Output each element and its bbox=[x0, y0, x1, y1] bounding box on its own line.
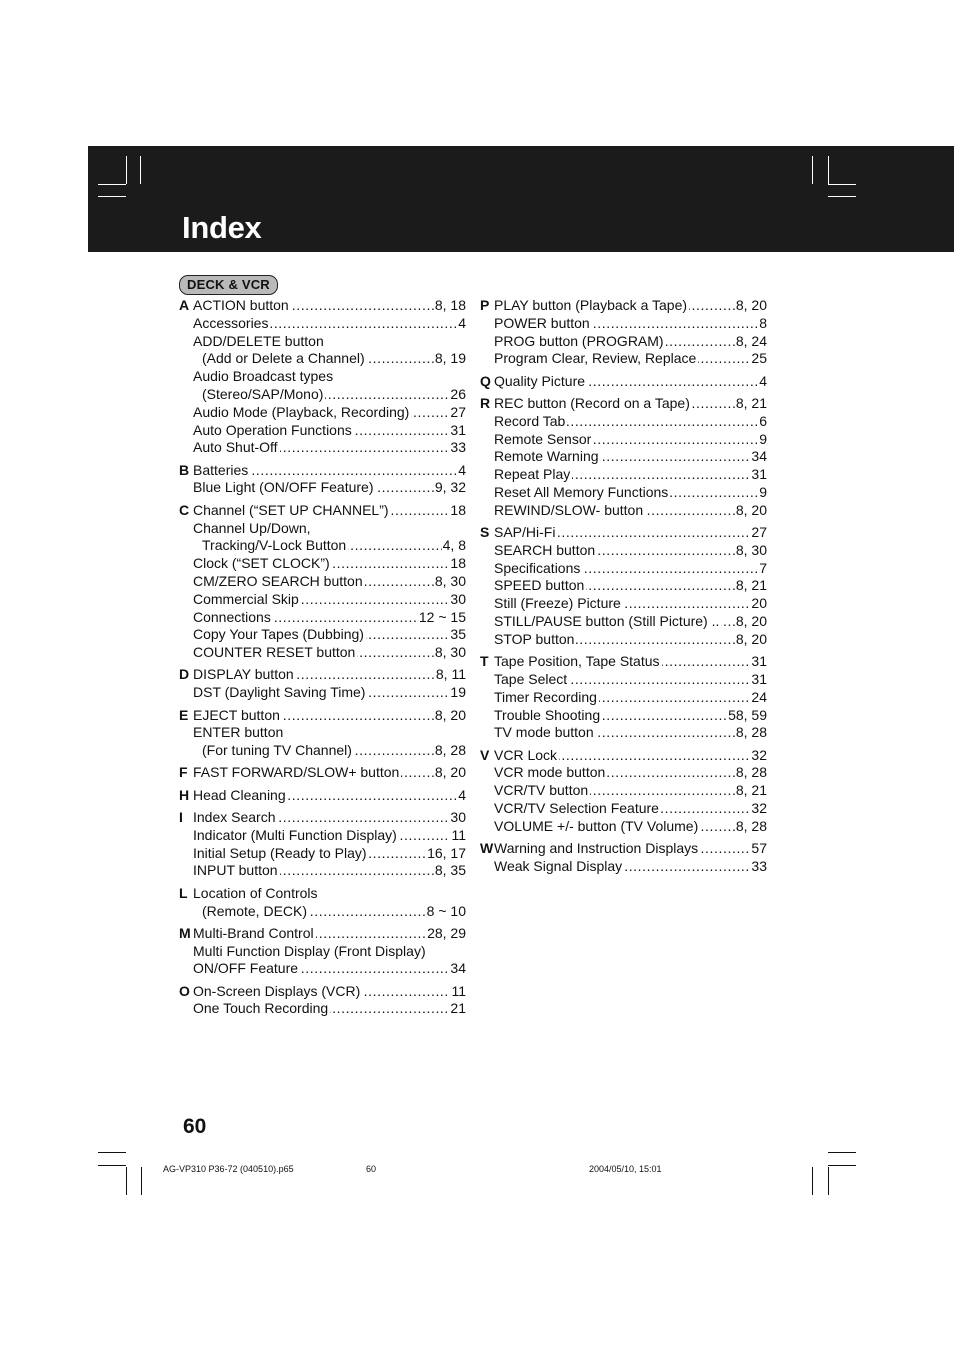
index-group-e bbox=[179, 707, 466, 760]
index-group-p bbox=[480, 297, 767, 368]
index-entry-pages: 24 bbox=[751, 688, 767, 705]
index-letter: F bbox=[179, 764, 188, 781]
index-entry-label: SEARCH button bbox=[494, 541, 596, 558]
index-entry-label: Quality Picture bbox=[494, 372, 586, 389]
index-entry bbox=[179, 479, 466, 497]
index-entry bbox=[179, 862, 466, 880]
index-entry bbox=[179, 462, 466, 480]
index-entry bbox=[480, 747, 767, 765]
index-entry-pages: 33 bbox=[751, 857, 767, 874]
index-entry-label: Channel Up/Down, bbox=[193, 519, 311, 536]
index-entry-label: Index Search bbox=[193, 809, 276, 826]
index-entry-label: Program Clear, Review, Replace bbox=[494, 350, 697, 367]
index-entry bbox=[480, 502, 767, 520]
index-entry-label: COUNTER RESET button bbox=[193, 644, 356, 661]
index-entry-pages: 57 bbox=[751, 840, 767, 857]
index-entry-label: Head Cleaning bbox=[193, 786, 286, 803]
index-entry-label: Clock (“SET CLOCK”) bbox=[193, 555, 330, 572]
index-entry-pages: 8, 21 bbox=[735, 782, 767, 799]
index-entry-label: STOP button bbox=[494, 630, 575, 647]
title-banner bbox=[88, 146, 954, 252]
index-entry-pages: 31 bbox=[751, 653, 767, 670]
index-entry-label: Auto Shut-Off bbox=[193, 439, 278, 456]
index-entry bbox=[179, 297, 466, 315]
index-entry bbox=[179, 764, 466, 782]
index-column-left bbox=[179, 297, 466, 1023]
index-letter: L bbox=[179, 884, 188, 901]
index-entry bbox=[480, 466, 767, 484]
page-number: 60 bbox=[183, 1115, 207, 1138]
index-entry bbox=[480, 373, 767, 391]
index-entry bbox=[480, 800, 767, 818]
index-entry-label: STILL/PAUSE button (Still Picture) .. bbox=[494, 613, 720, 630]
index-entry bbox=[179, 684, 466, 702]
index-entry-pages: 32 bbox=[751, 800, 767, 817]
index-entry bbox=[179, 742, 466, 760]
index-entry bbox=[179, 845, 466, 863]
index-entry-label: ACTION button bbox=[193, 297, 289, 313]
index-entry-pages: 8, 28 bbox=[735, 724, 767, 741]
index-entry-label: Warning and Instruction Displays bbox=[494, 840, 699, 857]
index-entry-label: Remote Warning bbox=[494, 448, 599, 465]
index-entry-pages: 4 bbox=[458, 314, 466, 331]
index-entry-pages: 27 bbox=[450, 403, 466, 420]
crop-mark bbox=[828, 196, 856, 197]
index-entry bbox=[179, 520, 466, 538]
index-entry-pages: 8 ~ 10 bbox=[426, 902, 466, 919]
index-entry-pages: 9, 32 bbox=[434, 479, 466, 496]
index-entry-pages: 31 bbox=[751, 670, 767, 687]
index-entry-label: SPEED button bbox=[494, 577, 585, 594]
index-entry-pages: 32 bbox=[751, 746, 767, 763]
index-entry-label: REWIND/SLOW- button bbox=[494, 501, 644, 518]
index-entry bbox=[480, 448, 767, 466]
index-entry-label: One Touch Recording bbox=[193, 1000, 329, 1017]
index-entry bbox=[480, 724, 767, 742]
index-entry-pages: 30 bbox=[450, 590, 466, 607]
index-entry-label: Multi-Brand Control bbox=[193, 924, 314, 941]
index-entry-pages: 33 bbox=[450, 439, 466, 456]
index-letter: R bbox=[480, 394, 491, 411]
index-group-q bbox=[480, 373, 767, 391]
index-entry bbox=[179, 350, 466, 368]
index-entry bbox=[480, 395, 767, 413]
index-entry-label: (Remote, DECK) bbox=[202, 902, 308, 919]
index-entry-pages: 8, 28 bbox=[735, 764, 767, 781]
index-entry-pages: 8, 19 bbox=[434, 350, 466, 367]
index-entry-label: (For tuning TV Channel) bbox=[202, 742, 352, 759]
index-group-t bbox=[480, 653, 767, 742]
index-entry-pages: 4 bbox=[759, 372, 767, 389]
index-entry-pages: 26 bbox=[450, 385, 466, 402]
index-entry bbox=[179, 502, 466, 520]
index-entry-label: CM/ZERO SEARCH button bbox=[193, 572, 363, 589]
crop-mark bbox=[812, 156, 813, 184]
index-entry bbox=[179, 809, 466, 827]
index-letter: T bbox=[480, 653, 489, 670]
index-entry-pages: 11 bbox=[451, 982, 466, 999]
crop-mark bbox=[98, 184, 126, 185]
index-entry-label: Auto Operation Functions bbox=[193, 421, 352, 438]
crop-mark bbox=[98, 1152, 126, 1153]
index-entry bbox=[179, 626, 466, 644]
index-group-w bbox=[480, 840, 767, 876]
index-entry-label: Record Tab bbox=[494, 412, 566, 429]
index-group-o bbox=[179, 983, 466, 1019]
index-entry-pages: 6 bbox=[759, 412, 767, 429]
index-entry bbox=[480, 484, 767, 502]
index-entry-pages: 20 bbox=[751, 595, 767, 612]
index-entry-pages: 11 bbox=[451, 826, 466, 843]
index-entry-label: ADD/DELETE button bbox=[193, 332, 324, 349]
index-entry bbox=[480, 689, 767, 707]
index-entry-pages: 58, 59 bbox=[728, 706, 767, 723]
index-entry bbox=[480, 613, 767, 631]
index-entry bbox=[480, 595, 767, 613]
index-entry bbox=[480, 524, 767, 542]
index-entry bbox=[480, 577, 767, 595]
index-entry-pages: 35 bbox=[450, 626, 466, 643]
index-entry-label: Location of Controls bbox=[193, 884, 318, 901]
index-letter: W bbox=[480, 840, 494, 857]
index-entry bbox=[179, 439, 466, 457]
index-entry-label: Initial Setup (Ready to Play) bbox=[193, 844, 367, 861]
index-entry-pages: 8, 18 bbox=[434, 297, 466, 313]
crop-mark bbox=[98, 1165, 126, 1166]
index-group-v bbox=[480, 747, 767, 836]
index-entry bbox=[179, 404, 466, 422]
index-letter: V bbox=[480, 746, 490, 763]
index-entry bbox=[480, 764, 767, 782]
index-entry-label: ENTER button bbox=[193, 724, 284, 741]
index-entry-label: TV mode button bbox=[494, 724, 594, 741]
index-letter: Q bbox=[480, 372, 491, 389]
index-group-b bbox=[179, 462, 466, 498]
footer-page: 60 bbox=[366, 1164, 377, 1174]
index-entry-label: EJECT button bbox=[193, 706, 280, 723]
index-entry-pages: 31 bbox=[450, 421, 466, 438]
index-entry-pages: 7 bbox=[759, 559, 767, 576]
index-entry bbox=[179, 386, 466, 404]
index-entry-label: VCR/TV button bbox=[494, 782, 589, 799]
index-entry bbox=[179, 903, 466, 921]
index-entry bbox=[480, 707, 767, 725]
index-entry-label: VCR mode button bbox=[494, 764, 606, 781]
index-entry bbox=[179, 827, 466, 845]
index-entry bbox=[179, 707, 466, 725]
index-entry bbox=[480, 413, 767, 431]
page-title: Index bbox=[182, 210, 262, 245]
index-entry-pages: 12 ~ 15 bbox=[418, 608, 466, 625]
index-entry-pages: 8, 20 bbox=[434, 764, 466, 781]
index-group-a bbox=[179, 297, 466, 457]
crop-mark bbox=[140, 156, 141, 184]
index-letter: H bbox=[179, 786, 190, 803]
index-entry bbox=[480, 297, 767, 315]
index-letter: C bbox=[179, 501, 190, 518]
index-entry bbox=[179, 1000, 466, 1018]
index-entry-label: Tracking/V-Lock Button bbox=[202, 537, 347, 554]
index-entry bbox=[179, 644, 466, 662]
index-entry-label: ON/OFF Feature bbox=[193, 960, 299, 977]
index-entry-pages: 4 bbox=[458, 786, 466, 803]
index-entry-label: REC button (Record on a Tape) bbox=[494, 394, 690, 411]
index-entry-label: Audio Mode (Playback, Recording) bbox=[193, 403, 410, 420]
index-entry-label: Remote Sensor bbox=[494, 430, 592, 447]
index-entry bbox=[480, 858, 767, 876]
index-letter: B bbox=[179, 461, 190, 478]
index-entry-label: VCR/TV Selection Feature bbox=[494, 800, 659, 817]
footer-filename: AG-VP310 P36-72 (040510).p65 bbox=[163, 1164, 294, 1174]
index-entry-pages: 18 bbox=[450, 555, 466, 572]
index-letter: S bbox=[480, 524, 490, 541]
index-entry bbox=[480, 631, 767, 649]
index-entry-pages: 8, 30 bbox=[434, 572, 466, 589]
index-letter: A bbox=[179, 297, 190, 313]
index-entry-pages: 8, 20 bbox=[434, 706, 466, 723]
index-entry-pages: 34 bbox=[751, 448, 767, 465]
index-group-m bbox=[179, 925, 466, 978]
index-entry bbox=[179, 983, 466, 1001]
index-entry bbox=[480, 315, 767, 333]
index-entry-pages: 8, 28 bbox=[735, 817, 767, 834]
index-entry bbox=[480, 560, 767, 578]
crop-mark bbox=[828, 1165, 856, 1166]
index-entry-label: SAP/Hi-Fi bbox=[494, 524, 556, 541]
index-entry-label: DST (Daylight Saving Time) bbox=[193, 684, 366, 701]
index-entry-pages: 34 bbox=[450, 960, 466, 977]
index-entry-label: VOLUME +/- button (TV Volume) bbox=[494, 817, 699, 834]
index-entry-label: Audio Broadcast types bbox=[193, 368, 334, 385]
crop-mark bbox=[126, 156, 127, 184]
index-entry-pages: 21 bbox=[450, 1000, 466, 1017]
index-entry-pages: 8, 20 bbox=[735, 297, 767, 313]
index-entry-pages: 4 bbox=[458, 461, 466, 478]
index-column-right bbox=[480, 297, 767, 880]
index-entry-pages: 30 bbox=[450, 809, 466, 826]
index-entry-label: DISPLAY button bbox=[193, 666, 294, 683]
index-letter: M bbox=[179, 924, 191, 941]
index-letter: P bbox=[480, 297, 490, 313]
index-entry-pages: 8, 21 bbox=[735, 394, 767, 411]
index-entry bbox=[179, 885, 466, 903]
index-entry-label: VCR Lock bbox=[494, 746, 558, 763]
crop-mark bbox=[828, 1167, 829, 1195]
index-entry bbox=[179, 333, 466, 351]
index-entry bbox=[179, 555, 466, 573]
index-entry-label: Trouble Shooting bbox=[494, 706, 601, 723]
crop-mark bbox=[141, 1167, 142, 1195]
index-entry bbox=[179, 368, 466, 386]
index-entry-label: Accessories bbox=[193, 314, 269, 331]
index-entry-label: Batteries bbox=[193, 461, 249, 478]
index-entry-label: Still (Freeze) Picture bbox=[494, 595, 621, 612]
index-entry-label: Specifications bbox=[494, 559, 581, 576]
index-letter: O bbox=[179, 982, 190, 999]
index-entry-pages: 4, 8 bbox=[442, 537, 466, 554]
index-entry bbox=[480, 782, 767, 800]
index-entry-pages: 8 bbox=[759, 314, 767, 331]
index-entry bbox=[480, 653, 767, 671]
index-entry-pages: 8, 30 bbox=[434, 644, 466, 661]
crop-mark bbox=[812, 1167, 813, 1195]
index-entry bbox=[480, 350, 767, 368]
index-letter: I bbox=[179, 809, 183, 826]
index-entry bbox=[179, 573, 466, 591]
index-entry bbox=[179, 591, 466, 609]
index-entry-label: Connections bbox=[193, 608, 271, 625]
index-entry bbox=[179, 422, 466, 440]
section-label: DECK & VCR bbox=[179, 275, 278, 295]
index-entry-pages: 8, 35 bbox=[434, 862, 466, 879]
index-entry-label: Reset All Memory Functions bbox=[494, 483, 669, 500]
index-entry bbox=[179, 609, 466, 627]
index-entry-label: Copy Your Tapes (Dubbing) bbox=[193, 626, 364, 643]
index-entry-label: Multi Function Display (Front Display) bbox=[193, 942, 426, 959]
index-group-i bbox=[179, 809, 466, 880]
index-entry-label: PLAY button (Playback a Tape) bbox=[494, 297, 688, 313]
index-entry-pages: 8, 21 bbox=[735, 577, 767, 594]
footer-timestamp: 2004/05/10, 15:01 bbox=[589, 1164, 662, 1174]
index-entry-label: (Add or Delete a Channel) bbox=[202, 350, 365, 367]
index-group-r bbox=[480, 395, 767, 520]
index-entry-label: Commercial Skip bbox=[193, 590, 299, 607]
index-entry-label: Indicator (Multi Function Display) bbox=[193, 826, 397, 843]
index-entry-label: (Stereo/SAP/Mono) bbox=[202, 385, 324, 402]
index-entry-label: Repeat Play bbox=[494, 466, 571, 483]
index-entry-label: POWER button bbox=[494, 314, 590, 331]
index-letter: E bbox=[179, 706, 189, 723]
crop-mark bbox=[828, 156, 829, 184]
crop-mark bbox=[126, 1167, 127, 1195]
index-group-l bbox=[179, 885, 466, 921]
index-entry-pages: 31 bbox=[751, 466, 767, 483]
index-entry-pages: 8, 20 bbox=[735, 501, 767, 518]
index-entry bbox=[179, 315, 466, 333]
index-entry-pages: 27 bbox=[751, 524, 767, 541]
index-entry-label: On-Screen Displays (VCR) bbox=[193, 982, 361, 999]
index-group-c bbox=[179, 502, 466, 662]
index-entry-pages: 8, 20 bbox=[735, 630, 767, 647]
index-entry bbox=[480, 431, 767, 449]
crop-mark bbox=[828, 1152, 856, 1153]
index-entry-pages: 8, 20 bbox=[735, 613, 767, 630]
index-entry-pages: 8, 30 bbox=[735, 541, 767, 558]
index-entry bbox=[179, 724, 466, 742]
index-entry-pages: 8, 24 bbox=[735, 332, 767, 349]
index-entry bbox=[179, 925, 466, 943]
index-entry-pages: 8, 11 bbox=[435, 666, 466, 683]
index-entry-label: Channel (“SET UP CHANNEL”) bbox=[193, 501, 389, 518]
index-group-s bbox=[480, 524, 767, 649]
index-group-f bbox=[179, 764, 466, 782]
index-entry-pages: 25 bbox=[751, 350, 767, 367]
index-entry bbox=[480, 333, 767, 351]
index-entry-pages: 28, 29 bbox=[427, 924, 466, 941]
index-entry-label: Tape Position, Tape Status bbox=[494, 653, 660, 670]
index-entry bbox=[179, 787, 466, 805]
index-entry-label: Timer Recording bbox=[494, 688, 597, 705]
index-entry bbox=[179, 943, 466, 961]
index-entry-label: PROG button (PROGRAM) bbox=[494, 332, 664, 349]
index-entry bbox=[179, 537, 466, 555]
index-entry-pages: 16, 17 bbox=[427, 844, 466, 861]
index-entry bbox=[179, 960, 466, 978]
index-entry-pages: 8, 28 bbox=[434, 742, 466, 759]
index-entry bbox=[480, 671, 767, 689]
index-entry-label: FAST FORWARD/SLOW+ button bbox=[193, 764, 400, 781]
index-entry-label: Blue Light (ON/OFF Feature) bbox=[193, 479, 374, 496]
index-entry-label: Tape Select bbox=[494, 670, 568, 687]
index-entry-pages: 18 bbox=[450, 501, 466, 518]
index-group-d bbox=[179, 666, 466, 702]
index-entry-pages: 9 bbox=[759, 430, 767, 447]
index-letter: D bbox=[179, 666, 190, 683]
index-entry bbox=[480, 818, 767, 836]
index-entry-label: Weak Signal Display bbox=[494, 857, 623, 874]
index-entry-label: INPUT button bbox=[193, 862, 278, 879]
crop-mark bbox=[828, 184, 856, 185]
index-entry-pages: 19 bbox=[450, 684, 466, 701]
index-entry bbox=[480, 542, 767, 560]
crop-mark bbox=[98, 196, 126, 197]
index-entry bbox=[179, 666, 466, 684]
index-entry bbox=[480, 840, 767, 858]
index-entry-pages: 9 bbox=[759, 483, 767, 500]
index-group-h bbox=[179, 787, 466, 805]
